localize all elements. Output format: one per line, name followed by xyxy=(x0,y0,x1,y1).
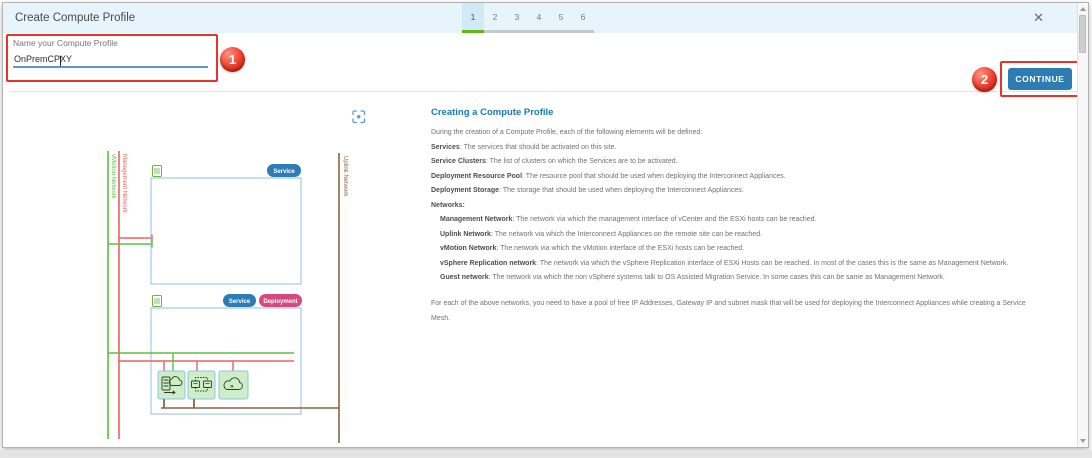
vertical-scrollbar[interactable] xyxy=(1077,3,1088,447)
close-icon[interactable]: ✕ xyxy=(1033,10,1044,25)
deployment-badge xyxy=(259,294,302,307)
compute-profile-name-field xyxy=(13,38,213,68)
name-input-label: Name your Compute Profile xyxy=(13,38,118,48)
annotation-callout-2: 2 xyxy=(972,67,997,92)
vmotion-connection-cluster1 xyxy=(108,241,152,248)
expand-icon[interactable] xyxy=(353,111,365,123)
management-network-label: Management Network xyxy=(121,154,127,213)
service-badge xyxy=(223,294,256,307)
mgmt-connection-cluster1 xyxy=(119,235,152,242)
svg-text:»: » xyxy=(230,382,234,390)
overview-footer: For each of the above networks, you need to have a pool of free IP Addresses, Gateway IP and subnet mask that will be used for deploying the Interconnect Appliances while creating a Service Mesh. xyxy=(431,299,1026,322)
overview-item: Services: The services that should be activated on this site. xyxy=(431,143,617,151)
cluster-icon xyxy=(153,296,162,307)
scrollbar-thumb[interactable] xyxy=(1079,15,1086,53)
overview-item: Uplink Network: The network via which the Interconnect Appliances on the remote site can be reached. xyxy=(440,230,763,238)
cluster-icon xyxy=(153,166,162,177)
step-5[interactable]: 5 xyxy=(550,3,572,33)
overview-item: vMotion Network: The network via which the vMotion interface of the ESXi hosts can be reached. xyxy=(440,245,745,252)
service-badge-label: Service xyxy=(273,169,295,175)
service-badge xyxy=(267,164,301,177)
text-caret xyxy=(60,56,61,66)
section-divider xyxy=(9,91,1077,92)
overview-item: Deployment Resource Pool: The resource pool that should be used when deploying the Interconnect Appliances. xyxy=(431,172,786,180)
deployment-badge-label: Deployment xyxy=(263,299,298,305)
wan-optimization-appliance-icon xyxy=(219,371,248,399)
step-indicator xyxy=(462,3,594,33)
topology-diagram xyxy=(91,101,383,449)
scrollbar-down-arrow-icon[interactable] xyxy=(1080,439,1086,443)
name-input[interactable] xyxy=(13,53,208,68)
interconnect-appliance-icon xyxy=(158,371,185,399)
continue-button[interactable]: CONTINUE xyxy=(1008,68,1072,90)
vmotion-network-label: vMotion Network xyxy=(110,154,116,199)
step-4[interactable]: 4 xyxy=(528,3,550,33)
overview-heading: Creating a Compute Profile xyxy=(431,107,554,118)
step-6[interactable]: 6 xyxy=(572,3,594,33)
network-extension-appliance-icon xyxy=(188,371,215,399)
step-1[interactable]: 1 xyxy=(462,3,484,33)
overview-panel xyxy=(431,107,1043,327)
annotation-callout-1: 1 xyxy=(220,47,245,72)
create-compute-profile-dialog xyxy=(2,2,1089,448)
service-badge-label: Service xyxy=(228,299,251,305)
overview-item: Management Network: The network via which the management interface of vCenter and the ESXi hosts can be reached. xyxy=(440,216,817,223)
cluster1-box xyxy=(151,178,301,284)
overview-item: vSphere Replication network: The network via which the vSphere Replication interface of ESXi Hosts can be reached. In most of the cases this is the same as Management Network. xyxy=(440,259,1009,267)
overview-item: Guest network: The network via which the non vSphere systems talk to OS Assisted Migration Service. In some cases this can be same as Management Network. xyxy=(440,274,945,281)
dialog-header xyxy=(3,3,1077,33)
scrollbar-up-arrow-icon[interactable] xyxy=(1080,7,1086,11)
step-3[interactable]: 3 xyxy=(506,3,528,33)
uplink-appliance-stubs xyxy=(164,399,194,408)
window-bottom-strip xyxy=(0,450,1092,458)
overview-item: Networks: xyxy=(431,201,465,209)
step-2[interactable]: 2 xyxy=(484,3,506,33)
mgmt-appliance-stubs xyxy=(164,361,233,371)
uplink-network-label: Uplink Network xyxy=(342,156,348,197)
overview-intro: During the creation of a Compute Profile, each of the following elements will be defined: xyxy=(431,129,703,136)
dialog-title: Create Compute Profile xyxy=(15,12,136,24)
overview-item: Deployment Storage: The storage that should be used when deploying the Interconnect Appliances. xyxy=(431,187,744,194)
overview-item: Service Clusters: The list of clusters on which the Services are to be activated. xyxy=(431,158,678,165)
